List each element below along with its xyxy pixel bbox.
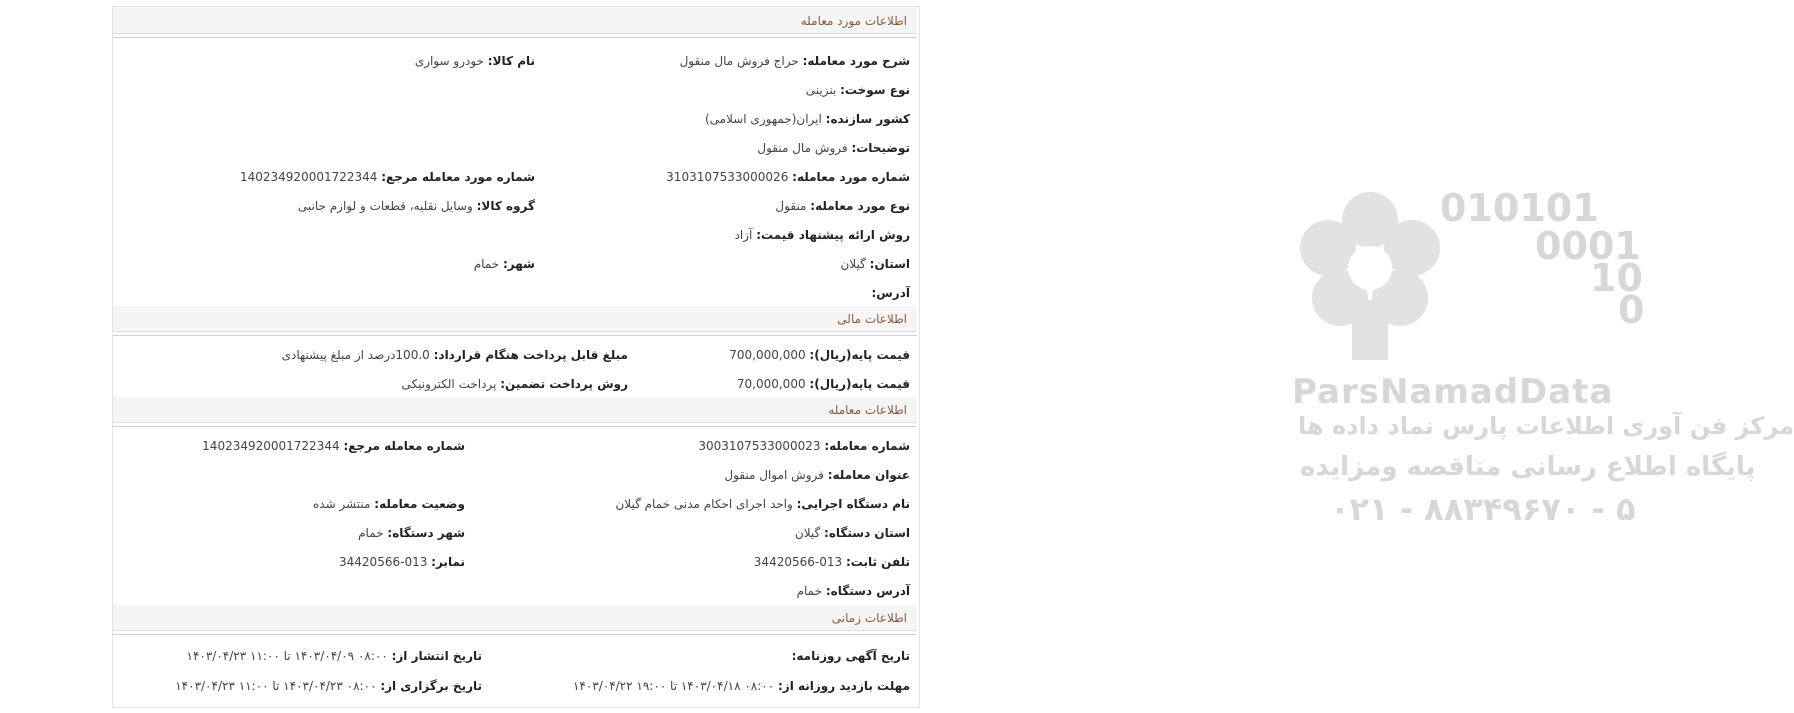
agency-city [358, 524, 465, 542]
city-label: شهر: [503, 257, 535, 271]
agency-address-label: آدرس دستگاه: [825, 584, 910, 598]
executive-agency [615, 495, 910, 513]
section-header-transaction: اطلاعات معامله [113, 397, 917, 423]
agency-address-value: خمام [796, 584, 823, 598]
base-price-label: قیمت پایه(ریال): [809, 348, 910, 362]
payable-at-contract-value: 100.0درصد از مبلغ پیشنهادی [281, 348, 430, 362]
goods-name [415, 52, 535, 70]
goods-group-label: گروه کالا: [476, 199, 535, 213]
reference-transaction-number [202, 437, 465, 455]
section-header-deal-info: اطلاعات مورد معامله [113, 8, 917, 34]
payable-at-contract [282, 346, 628, 364]
section-header-financial: اطلاعات مالی [113, 306, 917, 332]
guarantee-method-value: پرداخت الکترونیکی [401, 377, 497, 391]
agency-address [797, 582, 910, 600]
executive-agency-label: نام دستگاه اجرایی: [796, 497, 910, 511]
goods-group [298, 197, 535, 215]
reference-transaction-number-label: شماره معامله مرجع: [343, 439, 465, 453]
reference-item-number-label: شماره مورد معامله مرجع: [381, 170, 535, 184]
manufacturer-country [705, 110, 910, 128]
goods-name-label: نام کالا: [487, 54, 535, 68]
notes-label: توضیحات: [851, 141, 910, 155]
transaction-status-value: منتشر شده [312, 497, 371, 511]
province-value: گیلان [840, 257, 866, 271]
item-type-value: منقول [775, 199, 807, 213]
transaction-number-value: 3003107533000023 [698, 439, 821, 453]
transaction-title [724, 466, 910, 484]
watermark-binary-2: 0001 [1535, 224, 1641, 268]
fax-value: 013-34420566 [339, 555, 428, 569]
landline-phone-value: 013-34420566 [753, 555, 843, 569]
manufacturer-country-label: کشور سازنده: [825, 112, 910, 126]
watermark-line2: پایگاه اطلاع رسانی مناقصه ومزایده [1300, 452, 1756, 482]
section-divider [113, 634, 917, 635]
agency-province-value: گیلان [794, 526, 821, 540]
agency-province [795, 524, 910, 542]
newspaper-date [792, 647, 910, 665]
city [474, 255, 535, 273]
offer-method-label: روش ارائه پیشنهاد قیمت: [756, 228, 910, 242]
base-price-value: 700,000,000 [729, 348, 806, 362]
fuel-type-value: بنزینی [805, 83, 837, 97]
goods-name-value: خودرو سواری [414, 54, 484, 68]
item-number-label: شماره مورد معامله: [792, 170, 910, 184]
notes [757, 139, 910, 157]
section-divider [113, 426, 917, 427]
holding-date-label: تاریخ برگزاری از: [380, 679, 482, 693]
executive-agency-value: واحد اجرای احکام مدنی خمام گیلان [615, 497, 793, 511]
guarantee-method-label: روش پرداخت تضمین: [500, 377, 628, 391]
fuel-type [806, 81, 910, 99]
guarantee-amount [737, 375, 910, 393]
payable-at-contract-label: مبلغ قابل پرداخت هنگام قرارداد: [433, 348, 628, 362]
transaction-title-label: عنوان معامله: [827, 468, 910, 482]
transaction-title-value: فروش اموال منقول [724, 468, 824, 482]
guarantee-amount-value: 70,000,000 [736, 377, 806, 391]
landline-phone-label: تلفن ثابت: [845, 555, 910, 569]
newspaper-date-label: تاریخ آگهی روزنامه: [791, 649, 910, 663]
holding-date [175, 677, 482, 695]
item-type [775, 197, 910, 215]
daily-visit-window [573, 677, 910, 695]
deal-description-label: شرح مورد معامله: [802, 54, 910, 68]
publish-date [187, 647, 482, 665]
guarantee-amount-label: قیمت پایه(ریال): [809, 377, 910, 391]
notes-value: فروش مال منقول [757, 141, 848, 155]
section-header-timing: اطلاعات زمانی [113, 605, 917, 631]
publish-date-value: ۰۸:۰۰ ۱۴۰۳/۰۴/۰۹ تا ۱۱:۰۰ ۱۴۰۳/۰۴/۲۳ [186, 649, 388, 663]
agency-city-value: خمام [358, 526, 384, 540]
watermark-phone: ۰۲۱ - ۸۸۳۴۹۶۷۰ - ۵ [1330, 490, 1636, 528]
province-label: استان: [869, 257, 910, 271]
address [871, 284, 910, 302]
transaction-number [698, 437, 910, 455]
publish-date-label: تاریخ انتشار از: [391, 649, 482, 663]
watermark-binary-4: 0 [1618, 288, 1645, 332]
agency-province-label: استان دستگاه: [824, 526, 910, 540]
section-divider [113, 335, 917, 336]
daily-visit-window-value: ۰۸:۰۰ ۱۴۰۳/۰۴/۱۸ تا ۱۹:۰۰ ۱۴۰۳/۰۴/۲۲ [572, 679, 775, 693]
manufacturer-country-value: ایران(جمهوری اسلامی) [704, 112, 822, 126]
province [841, 255, 911, 273]
watermark-logo-icon [1280, 180, 1460, 370]
item-type-label: نوع مورد معامله: [810, 199, 910, 213]
transaction-status [313, 495, 465, 513]
item-number [666, 168, 910, 186]
goods-group-value: وسایل نقلیه، قطعات و لوازم جانبی [297, 199, 473, 213]
landline-phone [754, 553, 910, 571]
watermark-binary-3: 10 [1590, 256, 1643, 300]
section-divider [113, 37, 917, 38]
item-number-value: 3103107533000026 [666, 170, 789, 184]
reference-transaction-number-value: 140234920001722344 [202, 439, 340, 453]
reference-item-number [240, 168, 535, 186]
watermark-binary-1: 010101 [1440, 186, 1599, 230]
watermark-brand: ParsNamadData [1292, 372, 1614, 412]
agency-city-label: شهر دستگاه: [387, 526, 465, 540]
guarantee-method [402, 375, 628, 393]
offer-method [735, 226, 910, 244]
base-price [729, 346, 910, 364]
fuel-type-label: نوع سوخت: [840, 83, 910, 97]
fax-label: نمابر: [431, 555, 465, 569]
holding-date-value: ۰۸:۰۰ ۱۴۰۳/۰۴/۲۳ تا ۱۱:۰۰ ۱۴۰۳/۰۴/۲۳ [175, 679, 377, 693]
city-value: خمام [473, 257, 500, 271]
offer-method-value: آزاد [734, 228, 753, 242]
transaction-number-label: شماره معامله: [824, 439, 910, 453]
watermark-line1: مرکز فن آوری اطلاعات پارس نماد داده ها [1298, 412, 1794, 440]
deal-description [680, 52, 910, 70]
daily-visit-window-label: مهلت بازدید روزانه از: [778, 679, 910, 693]
reference-item-number-value: 140234920001722344 [239, 170, 378, 184]
deal-description-value: حراج فروش مال منقول [679, 54, 799, 68]
transaction-status-label: وضعیت معامله: [374, 497, 465, 511]
fax [339, 553, 465, 571]
address-label: آدرس: [871, 286, 910, 300]
